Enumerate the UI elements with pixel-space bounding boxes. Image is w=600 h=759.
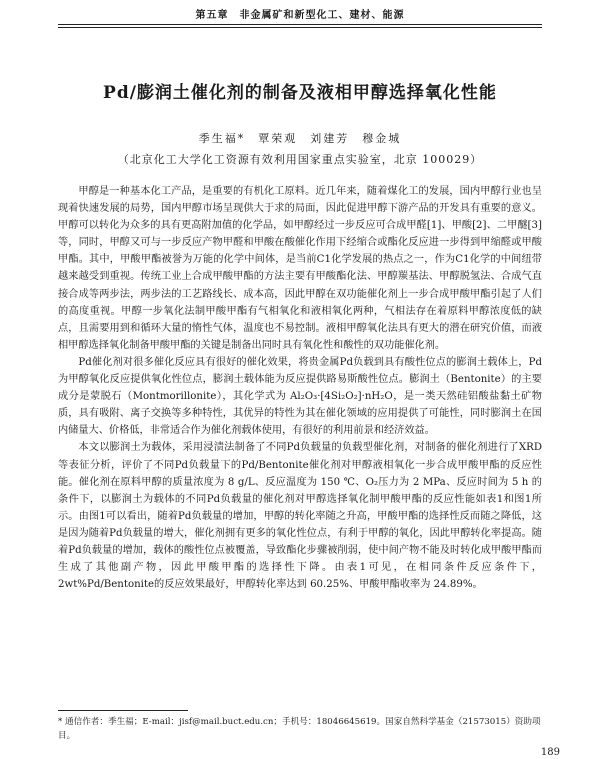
body-text bbox=[58, 183, 542, 593]
paragraph-1: 甲醇是一种基本化工产品，是重要的有机化工原料。近几年来，随着煤化工的发展，国内甲醇行业也呈现着快速发展的局势，国内甲醇市场呈现供大于求的局面，因此促进甲醇下游产品的开发具有重要的意义。甲醇可以转化为众多的具有更高附加值的化学品，如甲醇经过一步反应可合成甲醛[1]、甲酸[2]、二甲醚[3]等，同时，甲醇又可与一步反应产物甲醛和甲酸在酸催化作用下经缩合或酯化反应进一步得到甲缩醛或甲酸甲酯。其中，甲酸甲酯被誉为万能的化学中间体，是当前C1化学发展的热点之一，作为C1化学的中间纽带越来越受到重视。传统工业上合成甲酸甲酯的方法主要有甲酸酯化法、甲醇羰基法、甲醇脱氢法、合成气直接合成等两步法，两步法的工艺路线长、成本高，因此甲醇在双功能催化剂上一步合成甲酸甲酯引起了人们的高度重视。甲醇一步氧化法制甲酸甲酯有气相氧化和液相氧化两种，气相法存在着原料甲醇浓度低的缺点，且需要用到和循环大量的惰性气体，温度也不易控制。液相甲醇氧化法具有更大的潜在研究价值，而液相甲醇选择氧化制备甲酸甲酯的关键是制备出同时具有氧化性和酸性的双功能催化剂。 bbox=[58, 186, 542, 351]
footnote: * 通信作者：季生福；E-mail：jisf@mail.buct.edu.cn；手机号：18046645619。国家自然科学基金（21573015）资助项目。 bbox=[58, 717, 541, 741]
running-head-text: 第五章 非金属矿和新型化工、建材、能源 bbox=[195, 10, 405, 21]
paragraph-2: Pd催化剂对很多催化反应具有很好的催化效果，将贵金属Pd负载到具有酸性位点的膨润土载体上，Pd为甲醇氧化反应提供氧化性位点，膨润土载体能为反应提供路易斯酸性位点。膨润土（Bentonite）的主要成分是蒙脱石（Montmorillonite），其化学式为 Al₂O₃·[4Si₂O₂]·nH₂O，是一类天然硅铝酸盐黏土矿物质，具有吸附、离子交换等多种特性，其优异的特性为其在催化领域的应用提供了可能性，同时膨润土在国内储量大、价格低，非常适合作为催化剂载体使用，有很好的利用前景和经济效益。 bbox=[58, 356, 542, 437]
author-list: 季生福* 覃荣观 刘建芳 穆金城 bbox=[198, 132, 402, 145]
running-header bbox=[58, 6, 542, 25]
header-double-rule bbox=[58, 27, 542, 28]
affiliation: （北京化工大学化工资源有效利用国家重点实验室，北京 100029） bbox=[117, 153, 483, 166]
paragraph-3: 本文以膨润土为载体，采用浸渍法制备了不同Pd负载量的负载型催化剂，对制备的催化剂进行了XRD等表征分析，评价了不同Pd负载量下的Pd/Bentonite催化剂对甲醇液相氧化一步合成甲酸甲酯的反应性能。催化剂在原料甲醇的质量浓度为 8 g/L、反应温度为 150 ℃、O₂压力为 2 MPa、反应时间为 5 h 的条件下，以膨润土为载体的不同Pd负载量的催化剂对甲醇选择氧化制甲酸甲酯的反应性能如表1和图1所示。由图1可以看出，随着Pd负载量的增加，甲醇的转化率随之升高，甲酸甲酯的选择性反而随之降低，这是因为随着Pd负载量的增大，催化剂拥有更多的氧化性位点，有利于甲醇的氧化，因此甲醇转化率提高。随着Pd负载量的增加，载体的酸性位点被覆盖，导致酯化步骤被削弱，使中间产物不能及时转化成甲酸甲酯而生成了其他副产物，因此甲酸甲酯的选择性下降。由表1可见，在相同条件反应条件下，2wt%Pd/Bentonite的反应效果最好，甲醇转化率达到 60.25%、甲酸甲酯收率为 24.89%。 bbox=[58, 442, 542, 591]
paper-title: Pd/膨润土催化剂的制备及液相甲醇选择氧化性能 bbox=[103, 83, 497, 103]
footnote-rule bbox=[58, 710, 188, 711]
page-number: 189 bbox=[540, 747, 560, 758]
